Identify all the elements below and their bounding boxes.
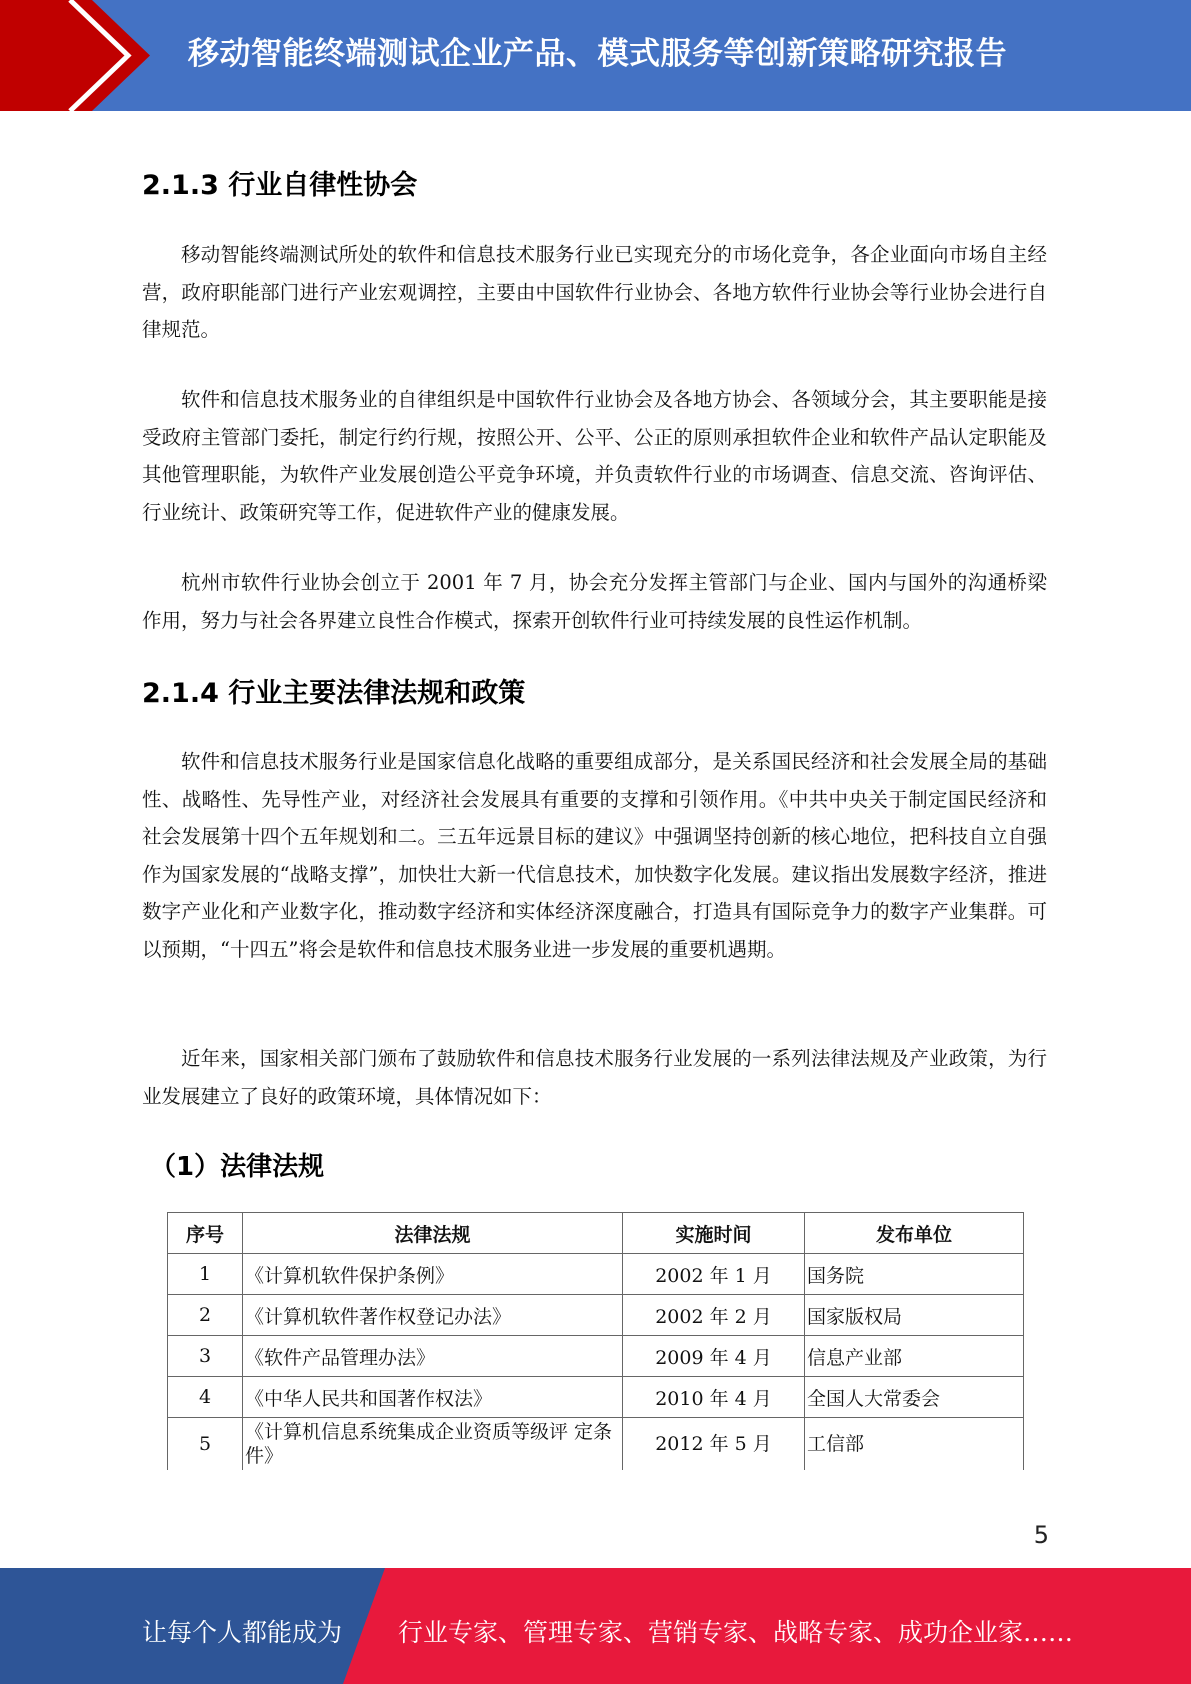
cell-date: 2012 年 5 月 <box>623 1418 805 1471</box>
column-header-no: 序号 <box>168 1213 243 1254</box>
cell-issuer: 工信部 <box>805 1418 1024 1471</box>
column-header-date: 实施时间 <box>623 1213 805 1254</box>
cell-no: 4 <box>168 1377 243 1418</box>
cell-law: 《计算机信息系统集成企业资质等级评 定条件》 <box>243 1418 623 1471</box>
cell-law: 《计算机软件著作权登记办法》 <box>243 1295 623 1336</box>
paragraph: 软件和信息技术服务行业是国家信息化战略的重要组成部分，是关系国民经济和社会发展全局的基础性、战略性、先导性产业，对经济社会发展具有重要的支撑和引领作用。《中共中央关于制定国民经济和社会发展第十四个五年规划和二。三五年远景目标的建议》中强调坚持创新的核心地位，把科技自立自强作为国家发展的“战略支撑”，加快壮大新一代信息技术，加快数字化发展。建议指出发展数字经济，推进数字产业化和产业数字化，推动数字经济和实体经济深度融合，打造具有国际竞争力的数字产业集群。可以预期，“十四五”将会是软件和信息技术服务业进一步发展的重要机遇期。 <box>142 750 1047 961</box>
table-header-row <box>168 1213 1024 1254</box>
cell-no: 2 <box>168 1295 243 1336</box>
table-row <box>168 1377 1024 1418</box>
cell-no: 5 <box>168 1418 243 1471</box>
page-number: 5 <box>1033 1521 1049 1549</box>
report-title: 移动智能终端测试企业产品、模式服务等创新策略研究报告 <box>188 36 1007 72</box>
paragraph: 移动智能终端测试所处的软件和信息技术服务行业已实现充分的市场化竞争，各企业面向市场自主经营，政府职能部门进行产业宏观调控，主要由中国软件行业协会、各地方软件行业协会等行业协会进行自律规范。 <box>142 243 1047 341</box>
header-red-arrow <box>0 0 150 111</box>
cell-date: 2009 年 4 月 <box>623 1336 805 1377</box>
table-row <box>168 1295 1024 1336</box>
column-header-law: 法律法规 <box>243 1213 623 1254</box>
subsection-heading: （1）法律法规 <box>150 1152 325 1182</box>
cell-issuer: 全国人大常委会 <box>805 1377 1024 1418</box>
footer-slogan-left: 让每个人都能成为 <box>142 1618 343 1647</box>
cell-law: 《软件产品管理办法》 <box>243 1336 623 1377</box>
paragraph: 杭州市软件行业协会创立于 2001 年 7 月，协会充分发挥主管部门与企业、国内与国外的沟通桥梁作用，努力与社会各界建立良性合作模式，探索开创软件行业可持续发展的良性运作机制。 <box>142 571 1047 632</box>
laws-table <box>167 1212 1024 1470</box>
cell-date: 2002 年 1 月 <box>623 1254 805 1295</box>
cell-issuer: 信息产业部 <box>805 1336 1024 1377</box>
cell-law: 《计算机软件保护条例》 <box>243 1254 623 1295</box>
column-header-issuer: 发布单位 <box>805 1213 1024 1254</box>
table-row <box>168 1254 1024 1295</box>
cell-law: 《中华人民共和国著作权法》 <box>243 1377 623 1418</box>
cell-issuer: 国务院 <box>805 1254 1024 1295</box>
cell-date: 2002 年 2 月 <box>623 1295 805 1336</box>
footer-slogan-right: 行业专家、管理专家、营销专家、战略专家、成功企业家…… <box>398 1618 1074 1647</box>
cell-date: 2010 年 4 月 <box>623 1377 805 1418</box>
table-row <box>168 1418 1024 1471</box>
paragraph: 软件和信息技术服务业的自律组织是中国软件行业协会及各地方协会、各领域分会，其主要职能是接受政府主管部门委托，制定行约行规，按照公开、公平、公正的原则承担软件企业和软件产品认定职能及其他管理职能，为软件产业发展创造公平竞争环境，并负责软件行业的市场调查、信息交流、咨询评估、行业统计、政策研究等工作，促进软件产业的健康发展。 <box>142 388 1047 524</box>
cell-no: 1 <box>168 1254 243 1295</box>
cell-no: 3 <box>168 1336 243 1377</box>
cell-issuer: 国家版权局 <box>805 1295 1024 1336</box>
section-heading-2-1-3: 2.1.3 行业自律性协会 <box>142 170 418 201</box>
paragraph: 近年来，国家相关部门颁布了鼓励软件和信息技术服务行业发展的一系列法律法规及产业政策，为行业发展建立了良好的政策环境，具体情况如下： <box>142 1047 1047 1108</box>
section-heading-2-1-4: 2.1.4 行业主要法律法规和政策 <box>142 678 526 709</box>
table-row <box>168 1336 1024 1377</box>
